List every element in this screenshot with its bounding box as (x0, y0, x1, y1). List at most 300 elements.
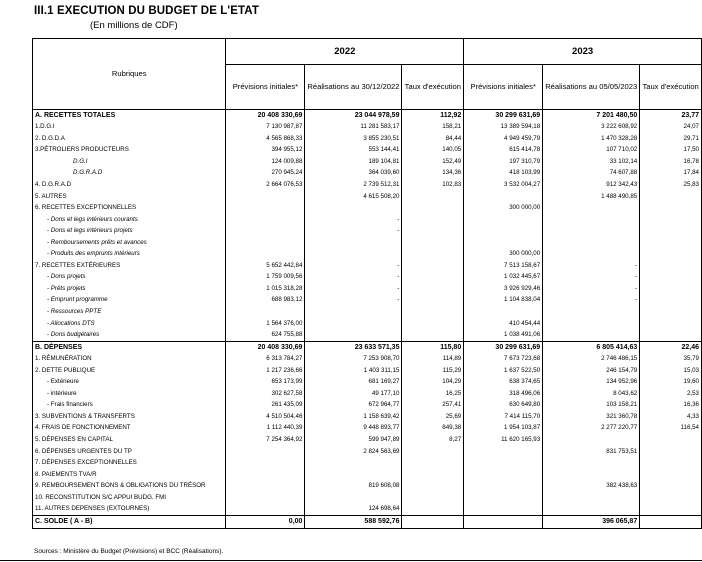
previsions-2023-cell: 300 000,00 (464, 202, 543, 214)
realisations-2023-cell (543, 306, 640, 318)
table-row (33, 341, 702, 353)
previsions-2023-cell: 1 954 103,87 (464, 423, 543, 435)
table-row (33, 400, 702, 412)
taux-2022-cell: 115,80 (402, 341, 464, 353)
realisations-2023-header: Réalisations au 05/05/2023 (543, 65, 640, 110)
table-row (33, 249, 702, 261)
taux-2022-cell: 25,69 (402, 411, 464, 423)
realisations-2023-cell (543, 504, 640, 516)
taux-2023-cell: 4,33 (640, 411, 702, 423)
realisations-2022-cell (305, 237, 402, 249)
realisations-2023-cell: 1 488 490,85 (543, 191, 640, 203)
table-row (33, 434, 702, 446)
taux-2022-cell (402, 457, 464, 469)
taux-2022-cell (402, 202, 464, 214)
realisations-2022-cell: 11 281 583,17 (305, 122, 402, 134)
previsions-2023-cell: 11 620 165,93 (464, 434, 543, 446)
previsions-2022-cell (226, 446, 305, 458)
taux-2023-cell: 19,60 (640, 377, 702, 389)
previsions-2022-cell: 1 759 009,56 (226, 272, 305, 284)
row-label: 3.PÉTROLIERS PRODUCTEURS (33, 145, 226, 157)
previsions-2023-cell (464, 214, 543, 226)
taux-2023-cell (640, 225, 702, 237)
table-row (33, 469, 702, 481)
previsions-2023-header: Prévisions initiales* (464, 65, 543, 110)
realisations-2022-cell: 9 448 893,77 (305, 423, 402, 435)
taux-2022-cell (402, 260, 464, 272)
table-row (33, 110, 702, 122)
realisations-2023-cell: 6 805 414,63 (543, 341, 640, 353)
table-row (33, 365, 702, 377)
taux-2023-cell: 16,36 (640, 400, 702, 412)
realisations-2023-cell: 321 360,78 (543, 411, 640, 423)
taux-2022-cell: 115,29 (402, 365, 464, 377)
previsions-2023-cell: 3 926 929,46 (464, 283, 543, 295)
previsions-2022-cell: 124 009,88 (226, 156, 305, 168)
table-row (33, 145, 702, 157)
taux-2022-cell (402, 516, 464, 529)
taux-2022-cell (402, 272, 464, 284)
realisations-2022-cell: 189 104,81 (305, 156, 402, 168)
row-label: 8. PAIEMENTS TVA/R (33, 469, 226, 481)
taux-2022-cell (402, 306, 464, 318)
taux-2022-cell: 849,38 (402, 423, 464, 435)
realisations-2023-cell: 8 043,62 (543, 388, 640, 400)
taux-2023-cell: 23,77 (640, 110, 702, 122)
previsions-2022-cell: 270 945,24 (226, 168, 305, 180)
realisations-2023-cell: - (543, 283, 640, 295)
previsions-2022-cell: 688 983,12 (226, 295, 305, 307)
realisations-2023-cell: 2 746 486,15 (543, 353, 640, 365)
previsions-2022-cell: 1 217 236,66 (226, 365, 305, 377)
row-label: - intérieure (33, 388, 226, 400)
rubriques-header: Rubriques (33, 39, 226, 110)
table-row (33, 225, 702, 237)
realisations-2022-cell: 553 144,41 (305, 145, 402, 157)
previsions-2022-cell: 624 755,88 (226, 329, 305, 341)
previsions-2023-cell: 7 414 115,70 (464, 411, 543, 423)
previsions-2023-cell: 300 000,00 (464, 249, 543, 261)
taux-2023-cell (640, 237, 702, 249)
taux-2022-header: Taux d'exécution (402, 65, 464, 110)
taux-2023-cell: 22,46 (640, 341, 702, 353)
table-row (33, 377, 702, 389)
taux-2022-cell: 16,25 (402, 388, 464, 400)
table-row (33, 504, 702, 516)
previsions-2023-cell (464, 191, 543, 203)
realisations-2022-cell (305, 318, 402, 330)
table-header (33, 39, 702, 110)
report-subtitle: (En millions de CDF) (90, 20, 178, 31)
row-label: - Dons et legs intérieurs courants (33, 214, 226, 226)
row-label: - Produits des emprunts intérieurs (33, 249, 226, 261)
realisations-2022-cell (305, 329, 402, 341)
row-label: 1. RÉMUNÉRATION (33, 353, 226, 365)
taux-2023-cell (640, 492, 702, 504)
taux-2022-cell: 257,41 (402, 400, 464, 412)
realisations-2022-cell: 124 698,64 (305, 504, 402, 516)
taux-2023-cell (640, 318, 702, 330)
previsions-2022-cell: 5 652 442,84 (226, 260, 305, 272)
previsions-2023-cell: 1 032 445,67 (464, 272, 543, 284)
row-label: - Allocations DTS (33, 318, 226, 330)
previsions-2022-cell (226, 214, 305, 226)
previsions-2023-cell (464, 446, 543, 458)
previsions-2022-cell: 20 408 330,69 (226, 341, 305, 353)
realisations-2022-cell: - (305, 295, 402, 307)
previsions-2023-cell: 3 532 004,27 (464, 179, 543, 191)
realisations-2023-cell (543, 457, 640, 469)
realisations-2023-cell: 74 607,88 (543, 168, 640, 180)
realisations-2022-cell: - (305, 283, 402, 295)
taux-2022-cell: 112,92 (402, 110, 464, 122)
realisations-2023-cell: 7 201 480,50 (543, 110, 640, 122)
taux-2023-cell (640, 272, 702, 284)
row-label: - Dons projets (33, 272, 226, 284)
realisations-2022-cell: - (305, 260, 402, 272)
realisations-2022-cell: 4 615 508,20 (305, 191, 402, 203)
previsions-2023-cell (464, 516, 543, 529)
previsions-2023-cell: 318 496,06 (464, 388, 543, 400)
realisations-2022-cell: 23 044 978,59 (305, 110, 402, 122)
budget-table (32, 38, 702, 529)
previsions-2023-cell: 13 389 594,18 (464, 122, 543, 134)
realisations-2023-cell (543, 249, 640, 261)
realisations-2023-cell: 3 222 608,92 (543, 122, 640, 134)
table-row (33, 237, 702, 249)
taux-2023-cell: 16,78 (640, 156, 702, 168)
taux-2023-cell (640, 469, 702, 481)
previsions-2022-cell: 7 130 987,87 (226, 122, 305, 134)
taux-2023-cell (640, 249, 702, 261)
realisations-2022-header: Réalisations au 30/12/2022 (305, 65, 402, 110)
report-title: III.1 EXECUTION DU BUDGET DE L'ETAT (34, 5, 259, 17)
row-label: - Dons et legs intérieurs projets (33, 225, 226, 237)
table-row (33, 283, 702, 295)
previsions-2022-cell: 302 627,58 (226, 388, 305, 400)
table-row (33, 179, 702, 191)
previsions-2023-cell: 615 414,78 (464, 145, 543, 157)
table-row (33, 481, 702, 493)
realisations-2023-cell (543, 492, 640, 504)
row-label: 9. REMBOURSEMENT BONS & OBLIGATIONS DU TRÉSOR (33, 481, 226, 493)
realisations-2022-cell: 364 039,60 (305, 168, 402, 180)
realisations-2022-cell (305, 469, 402, 481)
realisations-2023-cell: 33 102,14 (543, 156, 640, 168)
taux-2023-cell (640, 504, 702, 516)
previsions-2022-cell: 653 173,99 (226, 377, 305, 389)
taux-2022-cell (402, 504, 464, 516)
realisations-2022-cell: 2 824 563,69 (305, 446, 402, 458)
realisations-2023-cell: 831 753,51 (543, 446, 640, 458)
previsions-2023-cell (464, 469, 543, 481)
row-label: C. SOLDE ( A - B) (33, 516, 226, 529)
previsions-2023-cell (464, 481, 543, 493)
taux-2022-cell: 102,83 (402, 179, 464, 191)
previsions-2022-cell: 4 510 504,46 (226, 411, 305, 423)
realisations-2023-cell: 382 438,63 (543, 481, 640, 493)
realisations-2023-cell: 396 065,87 (543, 516, 640, 529)
taux-2022-cell (402, 283, 464, 295)
previsions-2023-cell: 1 104 838,04 (464, 295, 543, 307)
table-row (33, 156, 702, 168)
table-row (33, 457, 702, 469)
realisations-2022-cell: 23 633 571,35 (305, 341, 402, 353)
taux-2023-cell (640, 446, 702, 458)
row-label: 7. DÉPENSES EXCEPTIONNELLES (33, 457, 226, 469)
taux-2022-cell: 104,29 (402, 377, 464, 389)
table-row (33, 492, 702, 504)
previsions-2022-cell: 261 435,09 (226, 400, 305, 412)
taux-2023-cell (640, 329, 702, 341)
realisations-2023-cell: 2 277 220,77 (543, 423, 640, 435)
previsions-2023-cell (464, 457, 543, 469)
taux-2022-cell (402, 214, 464, 226)
previsions-2022-cell (226, 202, 305, 214)
taux-2022-cell (402, 249, 464, 261)
realisations-2023-cell (543, 214, 640, 226)
taux-2023-cell (640, 306, 702, 318)
previsions-2023-cell (464, 306, 543, 318)
realisations-2022-cell: 588 592,76 (305, 516, 402, 529)
taux-2023-cell (640, 434, 702, 446)
realisations-2023-cell: 134 952,96 (543, 377, 640, 389)
previsions-2022-cell: 2 664 076,53 (226, 179, 305, 191)
year-2022-header: 2022 (226, 39, 464, 65)
taux-2023-cell (640, 295, 702, 307)
realisations-2023-cell: 107 710,02 (543, 145, 640, 157)
table-row (33, 202, 702, 214)
taux-2022-cell (402, 469, 464, 481)
taux-2023-cell: 35,79 (640, 353, 702, 365)
table-row (33, 133, 702, 145)
row-label: 5. DÉPENSES EN CAPITAL (33, 434, 226, 446)
previsions-2022-cell (226, 481, 305, 493)
realisations-2022-cell: 599 947,89 (305, 434, 402, 446)
realisations-2022-cell: - (305, 272, 402, 284)
realisations-2023-cell (543, 469, 640, 481)
realisations-2022-cell: 49 177,10 (305, 388, 402, 400)
previsions-2023-cell: 197 310,79 (464, 156, 543, 168)
taux-2022-cell (402, 329, 464, 341)
previsions-2023-cell (464, 504, 543, 516)
table-row (33, 411, 702, 423)
table-row (33, 260, 702, 272)
taux-2023-cell: 24,07 (640, 122, 702, 134)
row-label: 4. D.G.R.A.D (33, 179, 226, 191)
year-2023-header: 2023 (464, 39, 702, 65)
previsions-2022-cell: 6 313 784,27 (226, 353, 305, 365)
table-row (33, 306, 702, 318)
previsions-2022-cell (226, 492, 305, 504)
taux-2022-cell: 158,21 (402, 122, 464, 134)
realisations-2023-cell: 246 154,79 (543, 365, 640, 377)
table-row (33, 423, 702, 435)
previsions-2022-cell (226, 504, 305, 516)
previsions-2023-cell (464, 225, 543, 237)
row-label: - Frais financiers (33, 400, 226, 412)
row-label: - Dons budgétaires (33, 329, 226, 341)
previsions-2023-cell (464, 492, 543, 504)
realisations-2023-cell: - (543, 260, 640, 272)
taux-2023-cell: 29,71 (640, 133, 702, 145)
realisations-2022-cell: 681 169,27 (305, 377, 402, 389)
taux-2022-cell (402, 295, 464, 307)
taux-2023-cell (640, 283, 702, 295)
row-label: D.G.R.A.D (33, 168, 226, 180)
taux-2022-cell (402, 225, 464, 237)
taux-2022-cell: 152,49 (402, 156, 464, 168)
realisations-2023-cell (543, 237, 640, 249)
realisations-2023-cell (543, 202, 640, 214)
taux-2023-cell (640, 481, 702, 493)
row-label: 11. AUTRES DEPENSES (EXTOURNES) (33, 504, 226, 516)
table-row (33, 168, 702, 180)
previsions-2023-cell: 638 374,65 (464, 377, 543, 389)
row-label: 4. FRAIS DE FONCTIONNEMENT (33, 423, 226, 435)
previsions-2022-cell (226, 249, 305, 261)
row-label: 5. AUTRES (33, 191, 226, 203)
row-label: 2. D.G.D.A (33, 133, 226, 145)
realisations-2023-cell: 1 470 328,28 (543, 133, 640, 145)
realisations-2023-cell (543, 434, 640, 446)
taux-2022-cell (402, 191, 464, 203)
taux-2023-cell (640, 202, 702, 214)
row-label: 10. RECONSTITUTION S/C APPUI BUDG. FMI (33, 492, 226, 504)
taux-2022-cell (402, 318, 464, 330)
realisations-2022-cell: 2 739 512,31 (305, 179, 402, 191)
realisations-2023-cell (543, 318, 640, 330)
row-label: 2. DETTE PUBLIQUE (33, 365, 226, 377)
taux-2023-cell: 2,53 (640, 388, 702, 400)
table-row (33, 329, 702, 341)
table-row (33, 353, 702, 365)
realisations-2023-cell (543, 329, 640, 341)
source-note: Sources : Ministère du Budget (Prévisions) et BCC (Réalisations). (34, 548, 224, 555)
previsions-2023-cell: 7 673 723,68 (464, 353, 543, 365)
realisations-2023-cell: - (543, 295, 640, 307)
previsions-2023-cell: 630 649,80 (464, 400, 543, 412)
table-row (33, 272, 702, 284)
table-row (33, 318, 702, 330)
taux-2023-cell (640, 191, 702, 203)
row-label: 6. RECETTES EXCEPTIONNELLES (33, 202, 226, 214)
previsions-2022-cell (226, 237, 305, 249)
taux-2023-cell (640, 516, 702, 529)
table-row (33, 388, 702, 400)
taux-2023-header: Taux d'exécution (640, 65, 702, 110)
row-label: B. DÉPENSES (33, 341, 226, 353)
row-label: 3. SUBVENTIONS & TRANSFERTS (33, 411, 226, 423)
bottom-rule (0, 560, 702, 561)
taux-2022-cell (402, 481, 464, 493)
realisations-2022-cell: 819 608,08 (305, 481, 402, 493)
realisations-2023-cell: - (543, 272, 640, 284)
taux-2023-cell (640, 457, 702, 469)
realisations-2023-cell: 103 158,21 (543, 400, 640, 412)
taux-2023-cell: 25,83 (640, 179, 702, 191)
realisations-2022-cell: 672 964,77 (305, 400, 402, 412)
previsions-2023-cell: 30 299 631,69 (464, 110, 543, 122)
realisations-2022-cell: 3 855 230,51 (305, 133, 402, 145)
previsions-2023-cell: 30 299 631,69 (464, 341, 543, 353)
taux-2022-cell: 114,89 (402, 353, 464, 365)
taux-2022-cell: 140,05 (402, 145, 464, 157)
previsions-2022-cell: 1 015 318,28 (226, 283, 305, 295)
previsions-2023-cell: 410 454,44 (464, 318, 543, 330)
taux-2022-cell: 134,36 (402, 168, 464, 180)
taux-2022-cell (402, 492, 464, 504)
row-label: 6. DÉPENSES URGENTES DU TP (33, 446, 226, 458)
previsions-2022-header: Prévisions initiales* (226, 65, 305, 110)
realisations-2022-cell (305, 492, 402, 504)
table-row (33, 446, 702, 458)
previsions-2022-cell (226, 191, 305, 203)
taux-2023-cell: 116,54 (640, 423, 702, 435)
previsions-2023-cell: 418 103,99 (464, 168, 543, 180)
row-label: - Remboursements prêts et avances (33, 237, 226, 249)
row-label: - Prêts projets (33, 283, 226, 295)
realisations-2022-cell (305, 457, 402, 469)
realisations-2022-cell: 1 158 639,42 (305, 411, 402, 423)
taux-2023-cell (640, 260, 702, 272)
previsions-2022-cell: 1 564 376,00 (226, 318, 305, 330)
realisations-2022-cell (305, 306, 402, 318)
taux-2023-cell: 17,50 (640, 145, 702, 157)
realisations-2022-cell: 7 253 908,70 (305, 353, 402, 365)
taux-2023-cell (640, 214, 702, 226)
previsions-2022-cell (226, 469, 305, 481)
table-row (33, 295, 702, 307)
row-label: 7. RECETTES EXTÉRIEURES (33, 260, 226, 272)
realisations-2022-cell (305, 202, 402, 214)
realisations-2022-cell (305, 249, 402, 261)
previsions-2022-cell (226, 306, 305, 318)
previsions-2022-cell: 4 565 868,33 (226, 133, 305, 145)
previsions-2022-cell: 0,00 (226, 516, 305, 529)
row-label: - Extérieure (33, 377, 226, 389)
table-row (33, 122, 702, 134)
realisations-2022-cell: 1 403 311,15 (305, 365, 402, 377)
previsions-2023-cell (464, 237, 543, 249)
realisations-2022-cell: - (305, 214, 402, 226)
taux-2023-cell: 15,03 (640, 365, 702, 377)
row-label: D.G.I (33, 156, 226, 168)
taux-2023-cell: 17,84 (640, 168, 702, 180)
previsions-2022-cell (226, 225, 305, 237)
table-body (33, 110, 702, 529)
taux-2022-cell (402, 237, 464, 249)
row-label: A. RECETTES TOTALES (33, 110, 226, 122)
previsions-2022-cell: 20 408 330,69 (226, 110, 305, 122)
realisations-2022-cell: - (305, 225, 402, 237)
previsions-2022-cell: 394 955,12 (226, 145, 305, 157)
realisations-2023-cell: 912 342,43 (543, 179, 640, 191)
table-row (33, 214, 702, 226)
row-label: - Emprunt programme (33, 295, 226, 307)
previsions-2023-cell: 7 513 158,67 (464, 260, 543, 272)
table-row (33, 191, 702, 203)
taux-2022-cell: 84,44 (402, 133, 464, 145)
previsions-2022-cell: 7 254 364,92 (226, 434, 305, 446)
table-row (33, 516, 702, 529)
previsions-2022-cell: 1 112 440,39 (226, 423, 305, 435)
previsions-2023-cell: 1 038 491,06 (464, 329, 543, 341)
taux-2022-cell (402, 446, 464, 458)
row-label: 1.D.G.I (33, 122, 226, 134)
previsions-2023-cell: 1 637 522,50 (464, 365, 543, 377)
taux-2022-cell: 8,27 (402, 434, 464, 446)
